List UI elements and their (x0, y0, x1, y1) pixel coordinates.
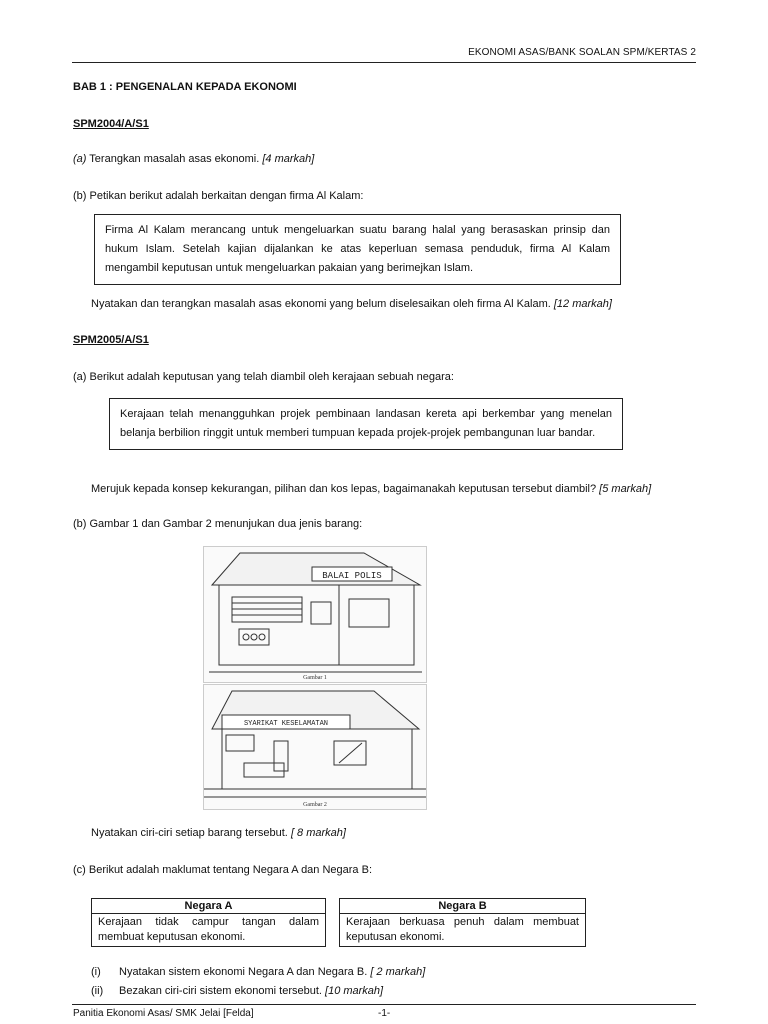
marks: [ 2 markah] (370, 966, 426, 978)
marks: [10 markah] (325, 985, 384, 997)
question-2005-a: (a) Berikut adalah keputusan yang telah diambil oleh kerajaan sebuah negara: (73, 371, 454, 383)
question-text: Merujuk kepada konsep kekurangan, pilihan dan kos lepas, bagaimanakah keputusan tersebut diambil? (91, 483, 600, 495)
table-negara-a (91, 898, 326, 947)
question-code-2004: SPM2004/A/S1 (73, 118, 149, 130)
question-text: Bezakan ciri-ciri sistem ekonomi tersebut. (119, 985, 326, 997)
police-station-drawing (204, 547, 426, 682)
question-text: Terangkan masalah asas ekonomi. (86, 153, 263, 165)
question-2005-a-follow (91, 483, 651, 495)
picture-caption-1: Gambar 1 (303, 675, 327, 681)
picture-police-station (203, 546, 427, 683)
sub-question-ii (91, 985, 383, 997)
question-2005-b: (b) Gambar 1 dan Gambar 2 menunjukan dua jenis barang: (73, 518, 363, 530)
footer-page-number: -1- (378, 1008, 391, 1019)
sub-question-i (91, 966, 425, 978)
marks: [5 markah] (599, 483, 652, 495)
negara-a-description: Kerajaan tidak campur tangan dalam membuat keputusan ekonomi. (92, 914, 326, 947)
picture-caption-2: Gambar 2 (303, 802, 327, 808)
table-negara-b (339, 898, 586, 947)
question-label: (a) (73, 153, 87, 165)
question-2004-b-follow (91, 298, 612, 310)
negara-a-heading: Negara A (92, 899, 326, 914)
header-rule (72, 62, 696, 63)
marks: [ 8 markah] (290, 827, 346, 839)
question-2005-b-follow (91, 827, 346, 839)
question-2005-c: (c) Berikut adalah maklumat tentang Negara A dan Negara B: (73, 864, 373, 876)
question-2004-b: (b) Petikan berikut adalah berkaitan dengan firma Al Kalam: (73, 190, 364, 202)
question-text: Nyatakan ciri-ciri setiap barang tersebut. (91, 827, 291, 839)
question-text: Nyatakan dan terangkan masalah asas ekonomi yang belum diselesaikan oleh firma Al Kalam. (91, 298, 554, 310)
footer-rule (72, 1004, 696, 1005)
running-header: EKONOMI ASAS/BANK SOALAN SPM/KERTAS 2 (468, 47, 696, 58)
security-company-drawing (204, 685, 426, 809)
negara-b-heading: Negara B (340, 899, 586, 914)
question-code-2005: SPM2005/A/S1 (73, 334, 149, 346)
passage-box-kerajaan: Kerajaan telah menangguhkan projek pembinaan landasan kereta api berkembar yang menelan belanja berbilion ringgit untuk memberi tumpuan kepada projek-projek pembangunan luar bandar. (109, 398, 623, 450)
question-text: Nyatakan sistem ekonomi Negara A dan Negara B. (119, 966, 371, 978)
passage-box-al-kalam: Firma Al Kalam merancang untuk mengeluarkan suatu barang halal yang berasaskan prinsip dan hukum Islam. Setelah kajian dijalankan ke atas keperluan semasa penduduk, firma Al Kalam mengambil keputusan untuk mengeluarkan pakaian yang berimejkan Islam. (94, 214, 621, 285)
security-company-sign: SYARIKAT KESELAMATAN (243, 720, 329, 728)
marks: [12 markah] (553, 298, 612, 310)
negara-b-description: Kerajaan berkuasa penuh dalam membuat keputusan ekonomi. (340, 914, 586, 947)
marks: [4 markah] (262, 153, 315, 165)
footer-school: Panitia Ekonomi Asas/ SMK Jelai [Felda] (73, 1008, 254, 1019)
police-station-sign: BALAI POLIS (322, 571, 382, 581)
question-2004-a (73, 153, 314, 165)
chapter-title: BAB 1 : PENGENALAN KEPADA EKONOMI (73, 81, 297, 93)
sub-question-label: (ii) (91, 985, 104, 997)
picture-security-company (203, 684, 427, 810)
sub-question-label: (i) (91, 966, 101, 978)
